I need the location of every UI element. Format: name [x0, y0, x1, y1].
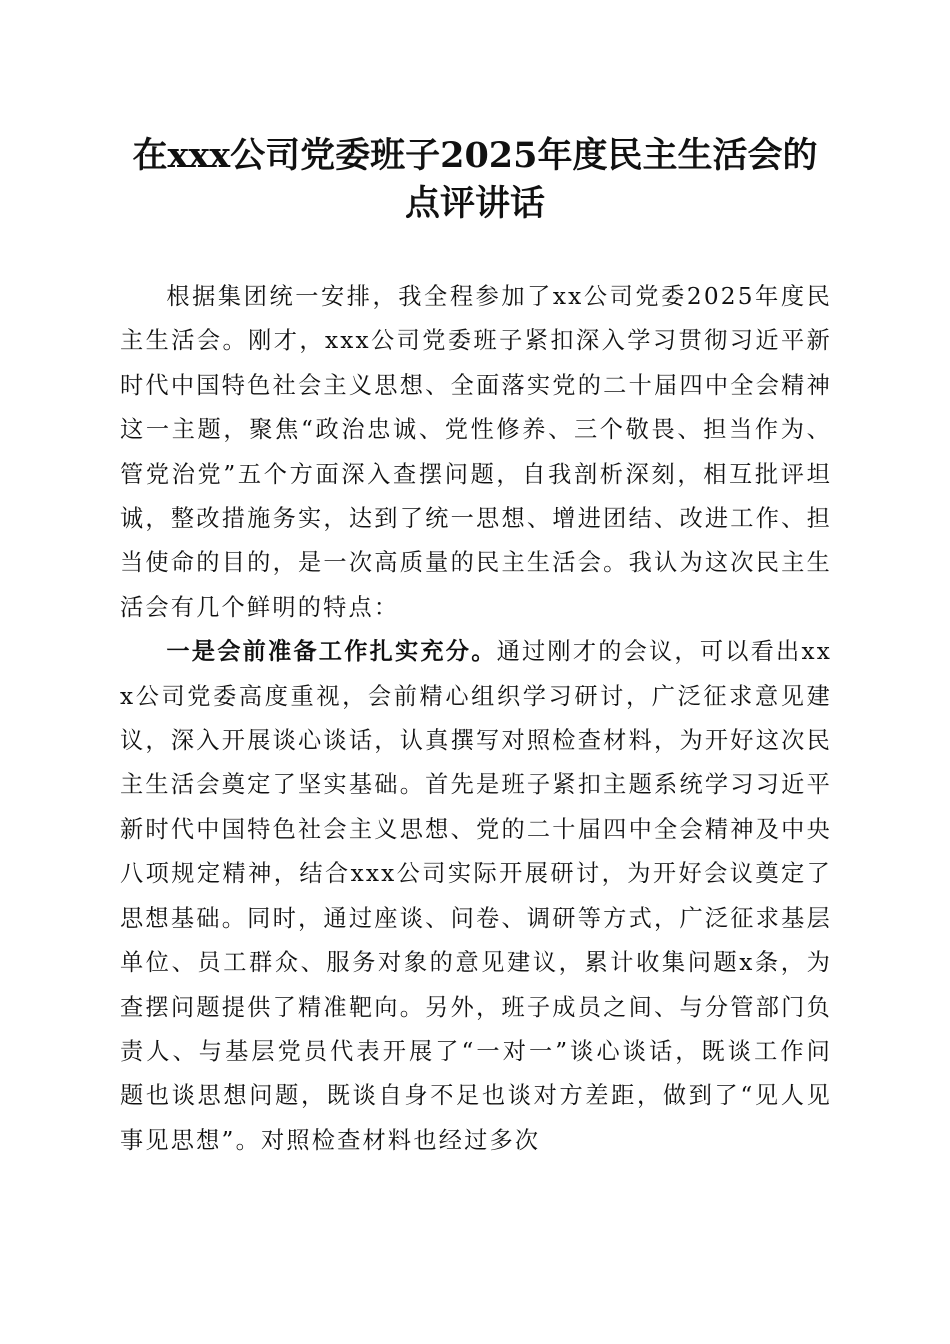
document-body: [120, 275, 832, 1163]
paragraph-lead: 一是会前准备工作扎实充分。: [166, 638, 497, 666]
paragraph-point-1: [120, 630, 832, 1163]
paragraph-text: 根据集团统一安排，我全程参加了xx公司党委2025年度民主生活会。刚才，xxx公司党委班子紧扣深入学习贯彻习近平新时代中国特色社会主义思想、全面落实党的二十届四中全会精神这一主题，聚焦“政治忠诚、党性修养、三个敬畏、担当作为、管党治党”五个方面深入查摆问题，自我剖析深刻，相互批评坦诚，整改措施务实，达到了统一思想、增进团结、改进工作、担当使命的目的，是一次高质量的民主生活会。我认为这次民主生活会有几个鲜明的特点：: [120, 283, 832, 621]
title-line-1: 在xxx公司党委班子2025年度民主生活会的: [132, 135, 818, 176]
title-line-2: 点评讲话: [404, 183, 545, 224]
document-title: [100, 132, 850, 228]
paragraph-text: 通过刚才的会议，可以看出xxx公司党委高度重视，会前精心组织学习研讨，广泛征求意见建议，深入开展谈心谈话，认真撰写对照检查材料，为开好这次民主生活会奠定了坚实基础。首先是班子紧扣主题系统学习习近平新时代中国特色社会主义思想、党的二十届四中全会精神及中央八项规定精神，结合xxx公司实际开展研讨，为开好会议奠定了思想基础。同时，通过座谈、问卷、调研等方式，广泛征求基层单位、员工群众、服务对象的意见建议，累计收集问题x条，为查摆问题提供了精准靶向。另外，班子成员之间、与分管部门负责人、与基层党员代表开展了“一对一”谈心谈话，既谈工作问题也谈思想问题，既谈自身不足也谈对方差距，做到了“见人见事见思想”。对照检查材料也经过多次: [120, 638, 833, 1154]
paragraph-intro: [120, 275, 832, 630]
